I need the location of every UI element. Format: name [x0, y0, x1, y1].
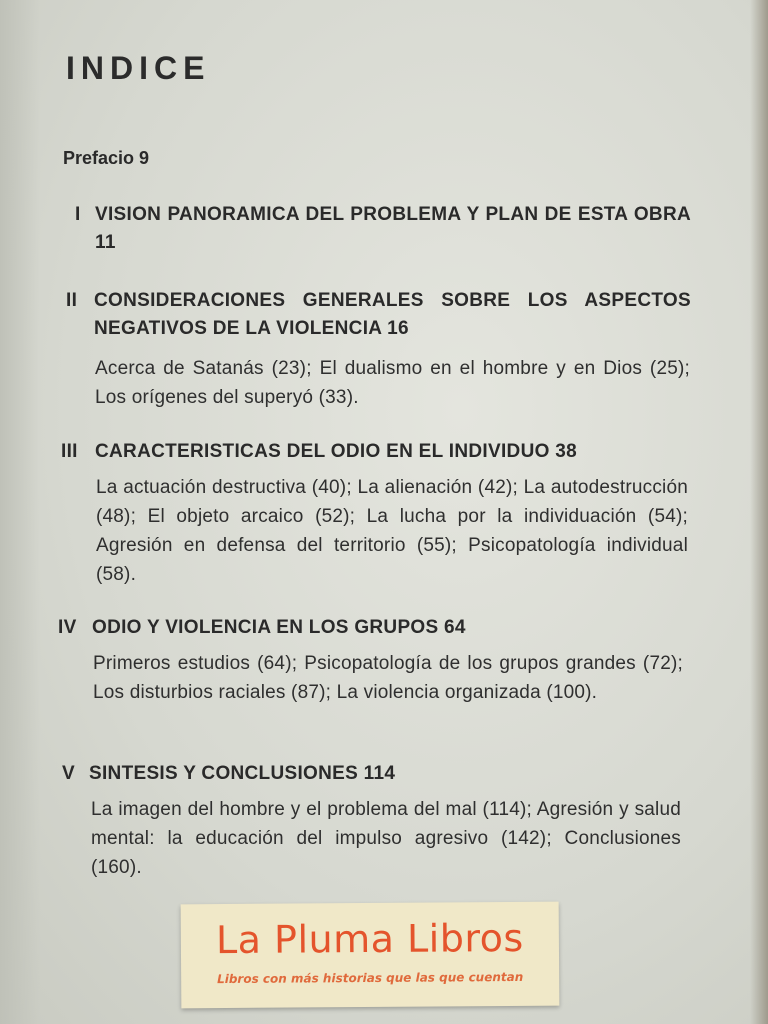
page-title: INDICE	[66, 50, 211, 86]
sticker-brand: La Pluma Libros	[215, 915, 524, 963]
chapter-title: CARACTERISTICAS DEL ODIO EN EL INDIVIDUO 38	[95, 441, 577, 462]
chapter-number: IV	[58, 617, 77, 638]
chapter-title: ODIO Y VIOLENCIA EN LOS GRUPOS 64	[92, 617, 466, 638]
sticker-tagline: Libros con más historias que las que cuentan	[217, 969, 524, 987]
chapter-number: I	[75, 204, 81, 225]
toc-chapter-5	[62, 760, 682, 790]
toc-prefacio: Prefacio 9	[63, 148, 150, 168]
chapter-title: SINTESIS Y CONCLUSIONES 114	[89, 763, 396, 784]
chapter-title: VISION PANORAMICA DEL PROBLEMA Y PLAN DE ESTA OBRA 11	[95, 204, 691, 253]
toc-chapter-1	[75, 201, 691, 261]
chapter-number: II	[66, 290, 78, 311]
toc-chapter-3	[61, 438, 691, 468]
chapter-number: V	[62, 763, 75, 784]
toc-chapter-4	[58, 614, 690, 644]
chapter-number: III	[61, 441, 78, 462]
chapter-subsections: Acerca de Satanás (23); El dualismo en el hombre y en Dios (25); Los orígenes del superyó (33).	[95, 358, 690, 408]
chapter-subsections: La imagen del hombre y el problema del mal (114); Agresión y salud mental: la educación del impulso agresivo (142); Conclusiones (160).	[91, 799, 681, 878]
chapter-subsections: Primeros estudios (64); Psicopatología de los grupos grandes (72); Los disturbios raciales (87); La violencia organizada (100).	[93, 653, 683, 703]
bookseller-sticker	[181, 902, 560, 1009]
chapter-subsections: La actuación destructiva (40); La alienación (42); La autodestrucción (48); El objeto arcaico (52); La lucha por la individuación (54); Agresión en defensa del territorio (55); Psicopatología individual (58).	[96, 477, 688, 585]
chapter-title: CONSIDERACIONES GENERALES SOBRE LOS ASPECTOS NEGATIVOS DE LA VIOLENCIA 16	[94, 290, 691, 339]
toc-chapter-2	[66, 287, 691, 347]
